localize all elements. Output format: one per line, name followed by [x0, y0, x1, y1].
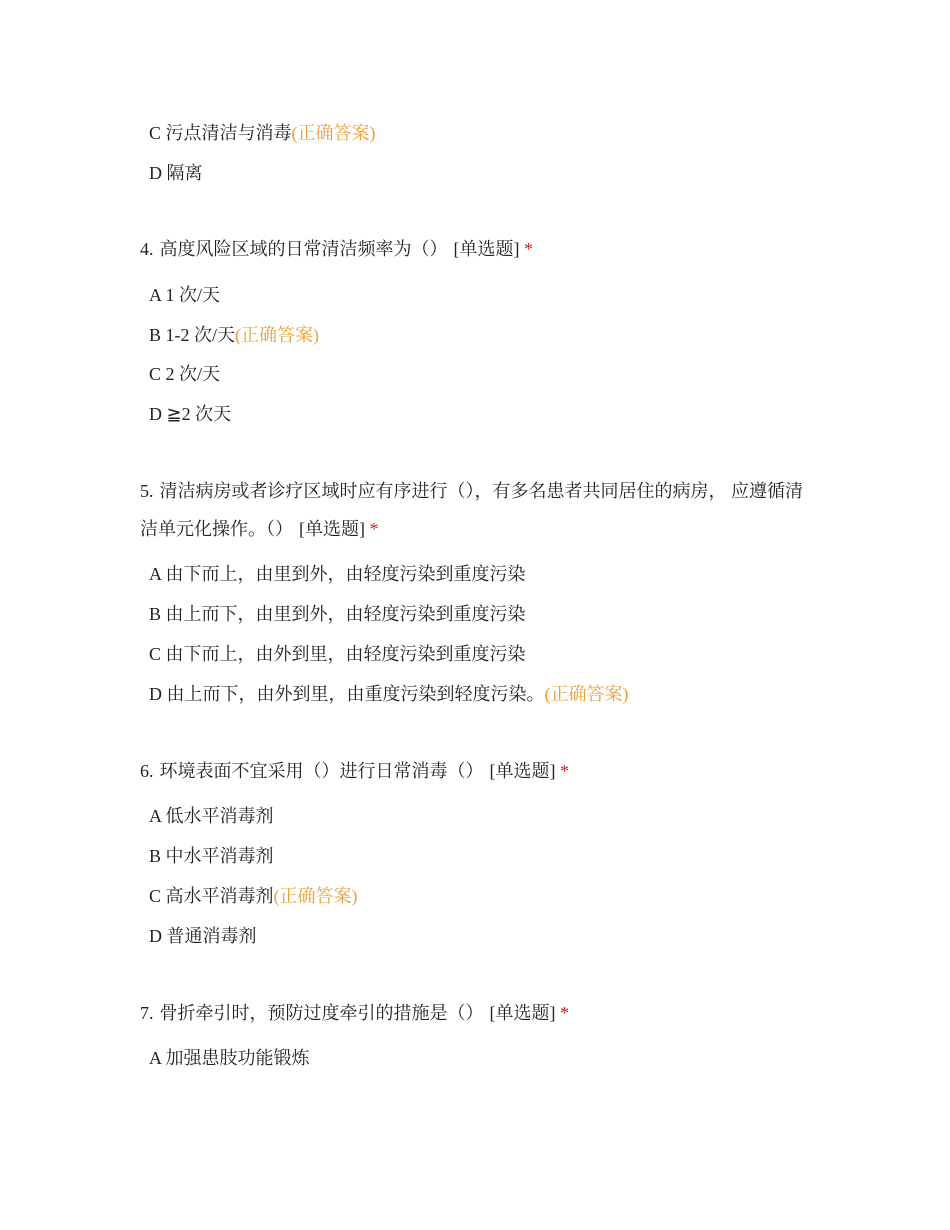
option-letter: C — [149, 364, 162, 384]
option-letter: C — [149, 644, 162, 664]
correct-answer-label: (正确答案) — [273, 886, 358, 906]
option-letter: C — [149, 123, 162, 143]
option-letter: A — [149, 285, 162, 305]
q5-option-c[interactable] — [149, 642, 526, 666]
q6-option-c[interactable] — [149, 884, 358, 908]
option-letter: C — [149, 886, 162, 906]
required-marker: * — [560, 1003, 569, 1023]
question-type: [单选题] — [453, 239, 520, 259]
option-text: ≧2 次天 — [166, 404, 232, 424]
q4-option-d[interactable] — [149, 402, 231, 426]
question-number: 6. — [140, 761, 154, 781]
option-letter: B — [149, 604, 162, 624]
question-text: 骨折牵引时，预防过度牵引的措施是（） — [159, 1003, 484, 1023]
question-type: [单选题] — [299, 519, 365, 539]
option-letter: B — [149, 846, 162, 866]
q5-option-a[interactable] — [149, 562, 526, 586]
option-text: 由下而上，由里到外，由轻度污染到重度污染 — [165, 564, 526, 584]
option-letter: D — [149, 404, 162, 424]
question-text: 高度风险区域的日常清洁频率为（） — [159, 239, 448, 259]
q3-option-c[interactable] — [149, 121, 376, 145]
q6-option-d[interactable] — [149, 924, 257, 948]
question-number: 7. — [140, 1003, 154, 1023]
question-6-title — [140, 752, 820, 790]
q4-option-c[interactable] — [149, 362, 220, 386]
option-letter: A — [149, 564, 162, 584]
q5-option-d[interactable] — [149, 682, 629, 706]
q5-option-b[interactable] — [149, 602, 526, 626]
question-number: 5. — [140, 481, 154, 501]
question-5-title — [140, 472, 820, 548]
option-letter: B — [149, 325, 162, 345]
option-text: 由上而下，由里到外，由轻度污染到重度污染 — [165, 604, 526, 624]
option-text: 污点清洁与消毒 — [165, 123, 292, 143]
question-text: 环境表面不宜采用（）进行日常消毒（） — [159, 761, 484, 781]
q4-option-b[interactable] — [149, 323, 319, 347]
required-marker: * — [524, 239, 533, 259]
question-4-title — [140, 230, 820, 268]
question-type: [单选题] — [489, 1003, 556, 1023]
option-text: 由下而上，由外到里，由轻度污染到重度污染 — [165, 644, 526, 664]
option-text: 由上而下，由外到里，由重度污染到轻度污染。 — [166, 684, 545, 704]
required-marker: * — [560, 761, 569, 781]
option-text: 1-2 次/天 — [165, 325, 236, 345]
option-letter: A — [149, 806, 162, 826]
option-text: 低水平消毒剂 — [165, 806, 274, 826]
question-number: 4. — [140, 239, 154, 259]
option-text: 2 次/天 — [165, 364, 221, 384]
q3-option-d[interactable] — [149, 161, 203, 185]
correct-answer-label: (正确答案) — [544, 684, 629, 704]
option-text: 隔离 — [166, 163, 203, 183]
option-letter: D — [149, 684, 162, 704]
correct-answer-label: (正确答案) — [291, 123, 376, 143]
option-text: 高水平消毒剂 — [165, 886, 274, 906]
q6-option-b[interactable] — [149, 844, 274, 868]
option-text: 加强患肢功能锻炼 — [165, 1048, 310, 1068]
q6-option-a[interactable] — [149, 804, 274, 828]
question-type: [单选题] — [489, 761, 556, 781]
q7-option-a[interactable] — [149, 1046, 310, 1070]
q4-option-a[interactable] — [149, 283, 220, 307]
option-text: 1 次/天 — [165, 285, 221, 305]
required-marker: * — [369, 519, 379, 539]
option-text: 普通消毒剂 — [166, 926, 257, 946]
correct-answer-label: (正确答案) — [235, 325, 320, 345]
option-letter: D — [149, 163, 162, 183]
question-text: 清洁病房或者诊疗区域时应有序进行（），有多名患者共同居住的病房， 应遵循清洁单元化操作。（） — [140, 481, 803, 539]
option-letter: A — [149, 1048, 162, 1068]
option-text: 中水平消毒剂 — [165, 846, 274, 866]
question-7-title — [140, 994, 820, 1032]
option-letter: D — [149, 926, 162, 946]
